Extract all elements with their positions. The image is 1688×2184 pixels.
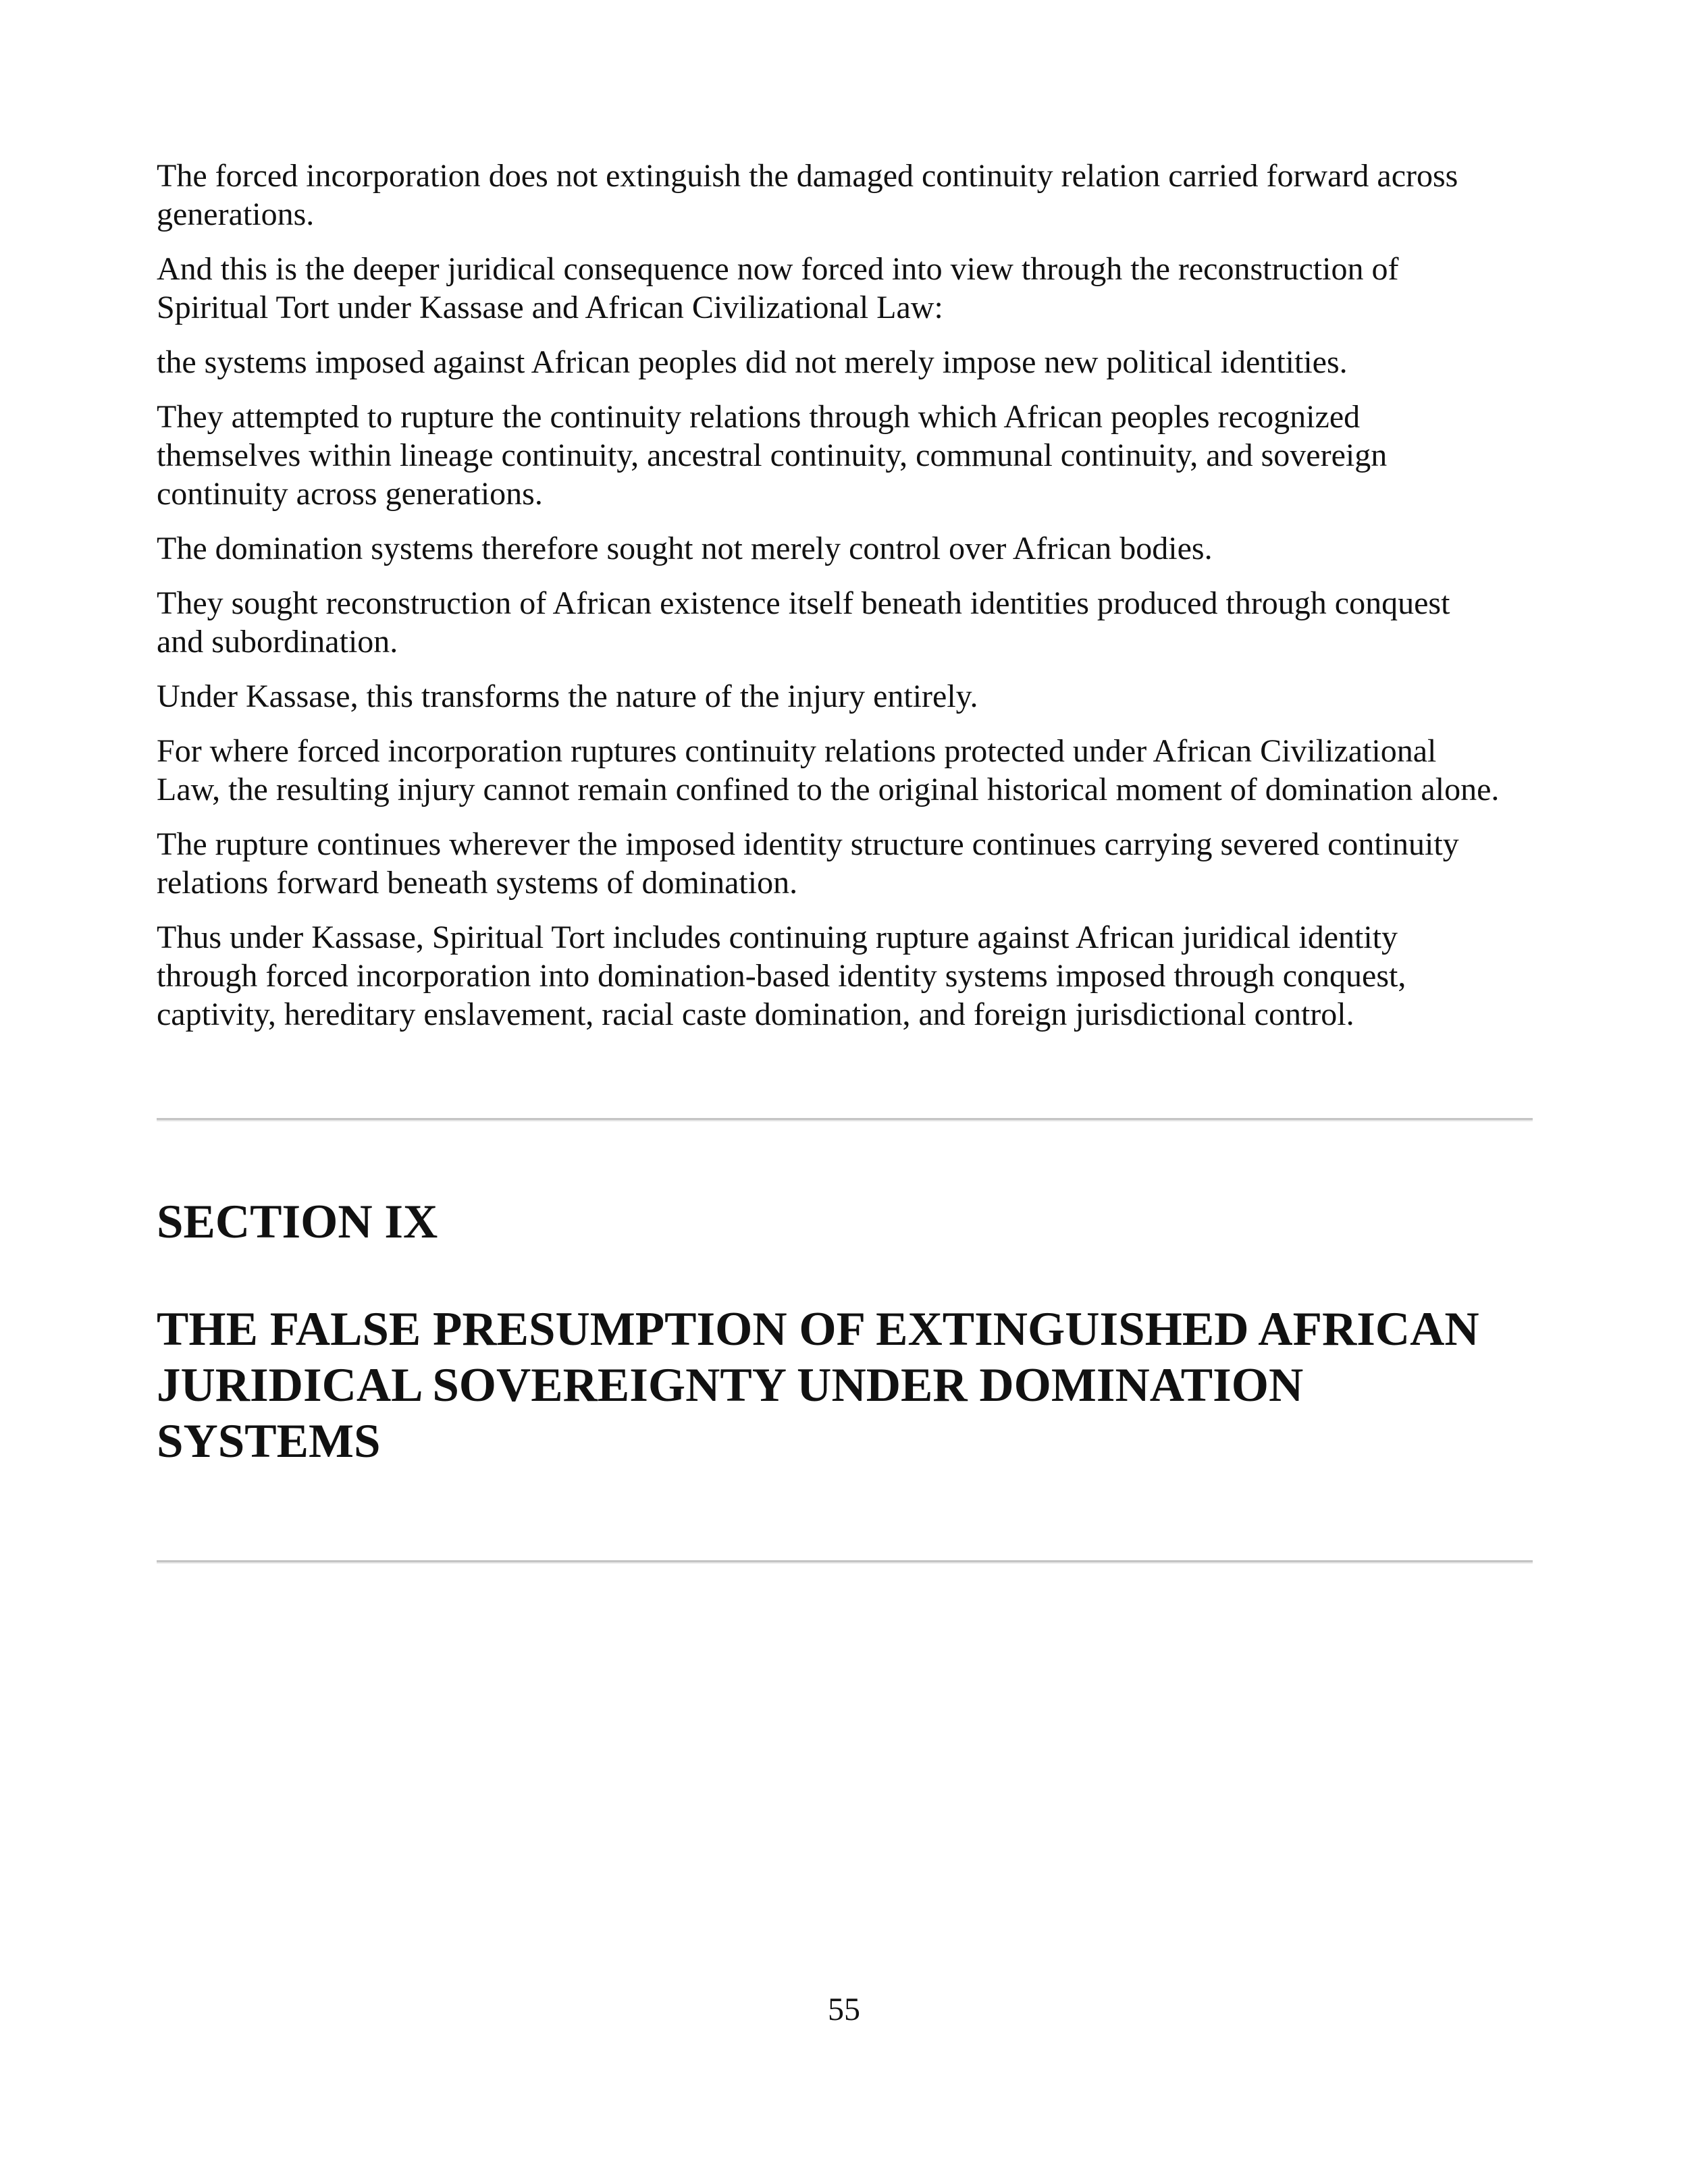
body-text bbox=[157, 157, 1541, 1050]
section-divider-bottom bbox=[157, 1560, 1533, 1564]
section-divider-top bbox=[157, 1118, 1533, 1121]
paragraph: For where forced incorporation ruptures continuity relations protected under African Civilizational Law, the resulting injury cannot remain confined to the original historical moment of domination alone. bbox=[157, 733, 1500, 807]
page-number: 55 bbox=[828, 1992, 860, 2027]
paragraph: They sought reconstruction of African existence itself beneath identities produced through conquest and subordination. bbox=[157, 585, 1450, 660]
paragraph: The forced incorporation does not extinguish the damaged continuity relation carried forward across generations. bbox=[157, 158, 1458, 232]
paragraph: Thus under Kassase, Spiritual Tort includes continuing rupture against African juridical identity through forced incorporation into domination-based identity systems imposed through conquest, captivity, hereditary enslavement, racial caste domination, and foreign jurisdictional control. bbox=[157, 920, 1406, 1032]
paragraph: The rupture continues wherever the imposed identity structure continues carrying severed continuity relations forward beneath systems of domination. bbox=[157, 826, 1459, 901]
section-label: SECTION IX bbox=[157, 1196, 438, 1248]
paragraph: And this is the deeper juridical consequence now forced into view through the reconstruction of Spiritual Tort under Kassase and African Civilizational Law: bbox=[157, 251, 1399, 325]
paragraph: The domination systems therefore sought not merely control over African bodies. bbox=[157, 531, 1213, 566]
paragraph: They attempted to rupture the continuity relations through which African peoples recognized themselves within lineage continuity, ancestral continuity, communal continuity, and sovereign continuity across generations. bbox=[157, 399, 1388, 512]
paragraph: the systems imposed against African peoples did not merely impose new political identities. bbox=[157, 344, 1348, 380]
section-title: THE FALSE PRESUMPTION OF EXTINGUISHED AFRICAN JURIDICAL SOVEREIGNTY UNDER DOMINATION SYSTEMS bbox=[157, 1303, 1479, 1468]
paragraph: Under Kassase, this transforms the nature of the injury entirely. bbox=[157, 678, 978, 714]
